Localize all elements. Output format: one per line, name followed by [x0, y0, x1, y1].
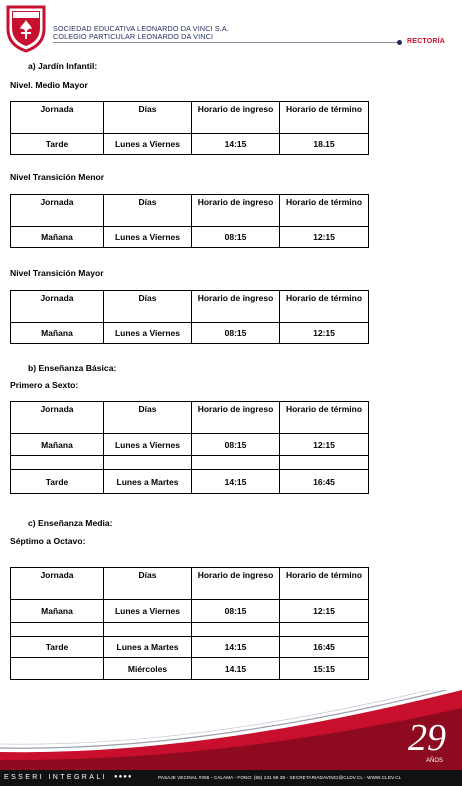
cell-jornada: Tarde: [11, 470, 104, 494]
col-header-dias: Días: [104, 568, 192, 600]
cell-termino: 12:15: [280, 323, 369, 344]
col-header-termino: Horario de término: [280, 568, 369, 600]
cell-termino: 12:15: [280, 600, 369, 623]
school-motto: ESSERI INTEGRALI: [4, 774, 107, 781]
cell-ingreso: 08:15: [192, 434, 280, 456]
footer-address: PASAJE VECINAL #286 - CALAMA - FONO: (55) 231 69 39 - SECRETARIADAVINCI@CLDV.CL - WWW.CLDV.CL: [158, 775, 402, 780]
level-title-transicion-menor: Nivel Transición Menor: [10, 172, 105, 182]
anniversary-badge: [408, 718, 458, 768]
table-row: [11, 434, 369, 456]
table-row: [11, 470, 369, 494]
level-title-primero-sexto: Primero a Sexto:: [10, 380, 79, 390]
table-row: [11, 134, 369, 155]
section-title-basica: b) Enseñanza Básica:: [28, 363, 117, 373]
anniversary-label: AÑOS: [426, 758, 444, 764]
cell-ingreso: [192, 623, 280, 637]
table-header-row: [11, 195, 369, 227]
level-title-septimo-octavo: Séptimo a Octavo:: [10, 536, 86, 546]
cell-jornada: [11, 658, 104, 680]
cell-termino: 12:15: [280, 227, 369, 248]
table-header-row: [11, 568, 369, 600]
cell-ingreso: 14:15: [192, 470, 280, 494]
cell-jornada: [11, 623, 104, 637]
col-header-jornada: Jornada: [11, 102, 104, 134]
cell-jornada: Mañana: [11, 227, 104, 248]
youtube-icon[interactable]: ●: [127, 774, 133, 780]
col-header-ingreso: Horario de ingreso: [192, 402, 280, 434]
cell-dias: Lunes a Viernes: [104, 434, 192, 456]
schedule-table-septimo-octavo: [10, 567, 369, 680]
col-header-jornada: Jornada: [11, 568, 104, 600]
schedule-table-transicion-mayor: [10, 290, 369, 344]
table-row: [11, 600, 369, 623]
header-divider: [53, 42, 399, 43]
cell-termino: 16:45: [280, 470, 369, 494]
school-name: COLEGIO PARTICULAR LEONARDO DA VINCI: [53, 32, 214, 41]
section-title-jardin: a) Jardín Infantil:: [28, 61, 98, 71]
cell-dias: [104, 623, 192, 637]
cell-dias: [104, 456, 192, 470]
social-icons: [114, 774, 133, 780]
section-title-media: c) Enseñanza Media:: [28, 518, 113, 528]
cell-dias: Lunes a Viernes: [104, 323, 192, 344]
cell-dias: Lunes a Martes: [104, 470, 192, 494]
col-header-termino: Horario de término: [280, 195, 369, 227]
instagram-icon[interactable]: ●: [118, 774, 124, 780]
table-row: [11, 637, 369, 658]
level-title-medio-mayor: Nivel. Medio Mayor: [10, 80, 88, 90]
schedule-table-primero-sexto: [10, 401, 369, 494]
schedule-table-transicion-menor: [10, 194, 369, 248]
col-header-termino: Horario de término: [280, 402, 369, 434]
cell-termino: 16:45: [280, 637, 369, 658]
cell-termino: 15:15: [280, 658, 369, 680]
schedule-table-medio-mayor: [10, 101, 369, 155]
cell-termino: 12:15: [280, 434, 369, 456]
cell-dias: Lunes a Viernes: [104, 134, 192, 155]
col-header-jornada: Jornada: [11, 291, 104, 323]
col-header-jornada: Jornada: [11, 195, 104, 227]
level-title-transicion-mayor: Nivel Transición Mayor: [10, 268, 104, 278]
col-header-ingreso: Horario de ingreso: [192, 291, 280, 323]
cell-ingreso: 08:15: [192, 600, 280, 623]
cell-dias: Lunes a Viernes: [104, 227, 192, 248]
twitter-icon[interactable]: ●: [123, 774, 128, 780]
table-row: [11, 323, 369, 344]
letterhead: [0, 0, 462, 56]
cell-ingreso: 14:15: [192, 134, 280, 155]
col-header-termino: Horario de término: [280, 291, 369, 323]
organization-name: SOCIEDAD EDUCATIVA LEONARDO DA VINCI S.A.: [53, 24, 230, 33]
cell-dias: Lunes a Viernes: [104, 600, 192, 623]
cell-termino: 18.15: [280, 134, 369, 155]
col-header-ingreso: Horario de ingreso: [192, 195, 280, 227]
department-label: RECTORÍA: [407, 38, 446, 45]
cell-dias: Miércoles: [104, 658, 192, 680]
cell-termino: [280, 623, 369, 637]
cell-termino: [280, 456, 369, 470]
table-header-row: [11, 402, 369, 434]
col-header-ingreso: Horario de ingreso: [192, 568, 280, 600]
cell-jornada: Tarde: [11, 134, 104, 155]
school-crest-icon: [4, 3, 48, 53]
cell-jornada: [11, 456, 104, 470]
col-header-dias: Días: [104, 195, 192, 227]
cell-jornada: Mañana: [11, 323, 104, 344]
facebook-icon[interactable]: ●: [114, 774, 119, 780]
cell-dias: Lunes a Martes: [104, 637, 192, 658]
cell-jornada: Tarde: [11, 637, 104, 658]
table-row-spacer: [11, 456, 369, 470]
col-header-dias: Días: [104, 402, 192, 434]
cell-ingreso: 14:15: [192, 637, 280, 658]
table-row: [11, 227, 369, 248]
cell-jornada: Mañana: [11, 600, 104, 623]
anniversary-number: 29: [408, 717, 446, 759]
cell-ingreso: [192, 456, 280, 470]
cell-ingreso: 08:15: [192, 323, 280, 344]
col-header-dias: Días: [104, 291, 192, 323]
table-header-row: [11, 291, 369, 323]
col-header-ingreso: Horario de ingreso: [192, 102, 280, 134]
cell-ingreso: 14.15: [192, 658, 280, 680]
divider-dot: [397, 40, 402, 45]
table-row-spacer: [11, 623, 369, 637]
footer-swoosh: [0, 690, 462, 770]
table-row: [11, 658, 369, 680]
cell-jornada: Mañana: [11, 434, 104, 456]
col-header-jornada: Jornada: [11, 402, 104, 434]
col-header-dias: Días: [104, 102, 192, 134]
col-header-termino: Horario de término: [280, 102, 369, 134]
table-header-row: [11, 102, 369, 134]
cell-ingreso: 08:15: [192, 227, 280, 248]
